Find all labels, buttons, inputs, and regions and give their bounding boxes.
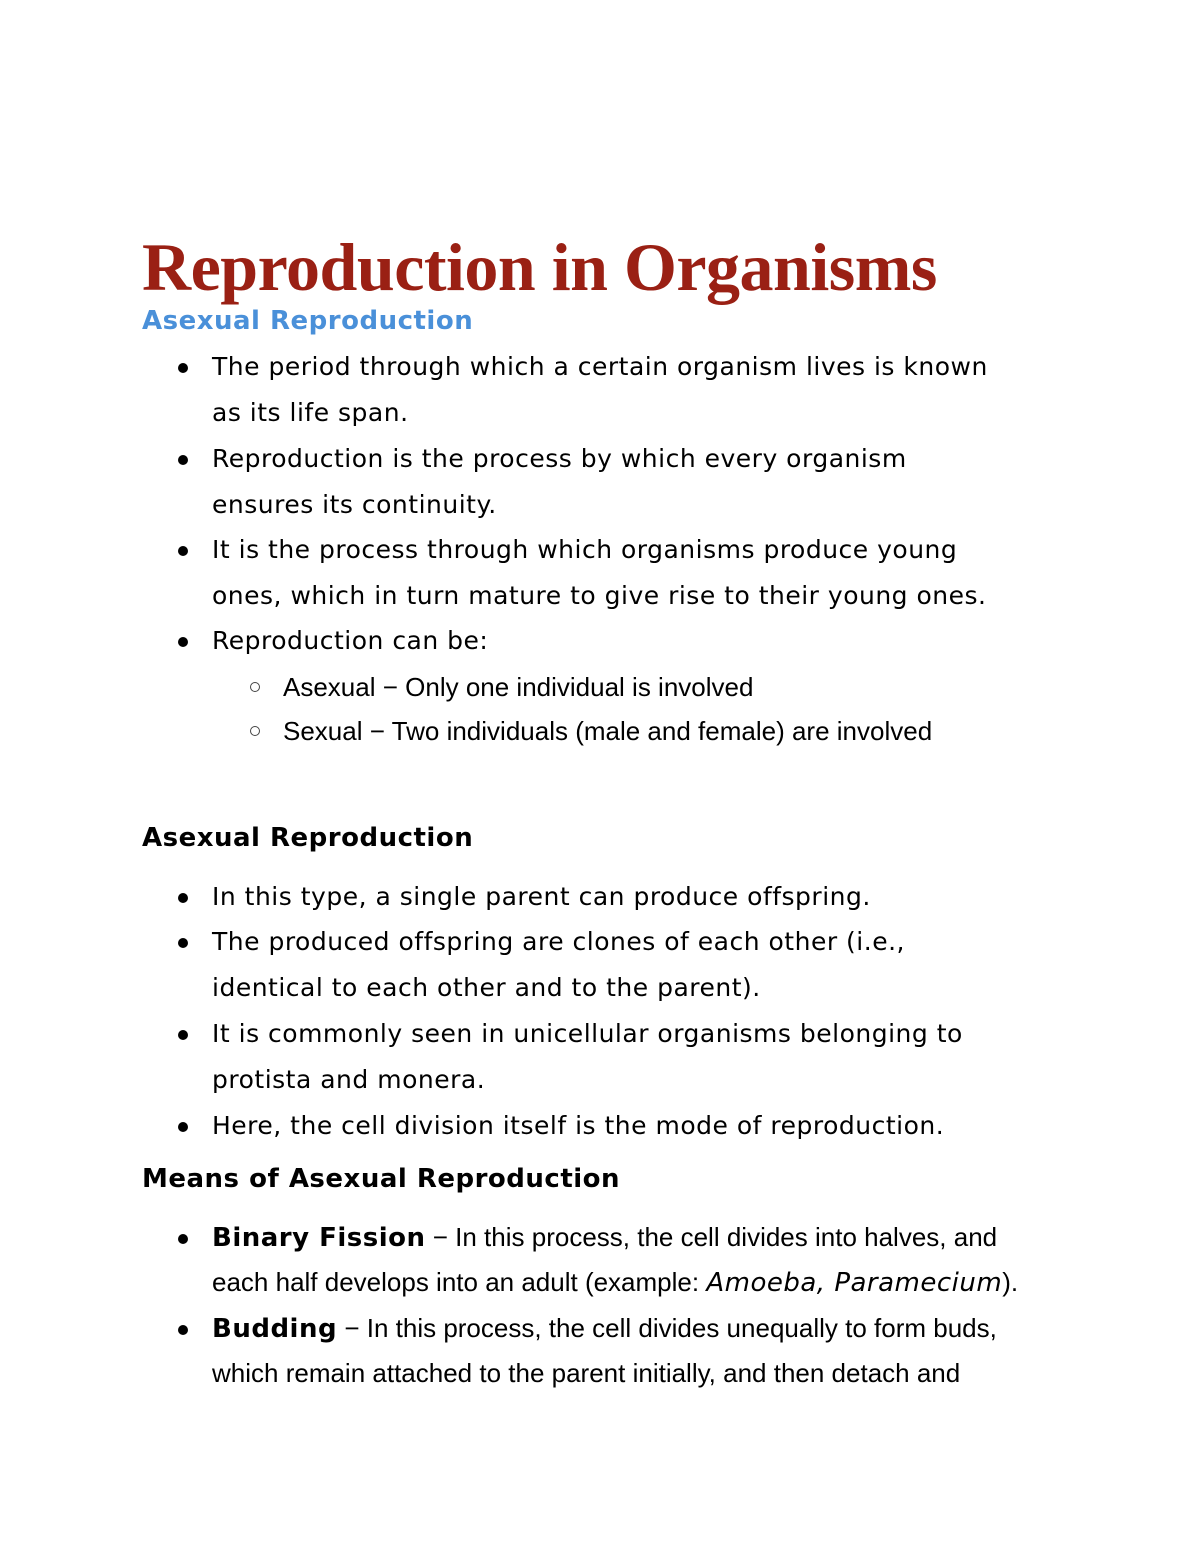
intro-b1-line1: The period through which a certain organism lives is known xyxy=(212,352,988,381)
asexual-b2-line1: The produced offspring are clones of each other (i.e., xyxy=(212,927,905,956)
example-separator: , xyxy=(816,1268,835,1298)
example-paramecium: Paramecium xyxy=(834,1268,1003,1298)
asexual-b3-line2: protista and monera. xyxy=(212,1065,486,1094)
bullet-icon xyxy=(178,938,188,948)
intro-sub1: Asexual − Only one individual is involved xyxy=(283,672,754,702)
asexual-b4-line1: Here, the cell division itself is the mode of reproduction. xyxy=(212,1111,945,1140)
heading-means-of-asexual-reproduction: Means of Asexual Reproduction xyxy=(142,1164,621,1194)
bullet-icon xyxy=(178,1325,188,1335)
budding-line1 xyxy=(212,1313,997,1344)
example-amoeba: Amoeba xyxy=(706,1268,817,1298)
binary-fission-text: − In this process, the cell divides into halves, and xyxy=(425,1222,998,1252)
bullet-icon xyxy=(178,893,188,903)
intro-b4-line1: Reproduction can be: xyxy=(212,626,489,655)
subtitle-asexual-reproduction: Asexual Reproduction xyxy=(142,306,474,336)
asexual-b2-line2: identical to each other and to the parent). xyxy=(212,973,761,1002)
binary-fission-line1 xyxy=(212,1222,997,1253)
budding-line2: which remain attached to the parent initially, and then detach and xyxy=(212,1358,961,1388)
budding-text: − In this process, the cell divides unequally to form buds, xyxy=(337,1313,997,1343)
hollow-bullet-icon xyxy=(250,726,260,736)
intro-sub2: Sexual − Two individuals (male and female) are involved xyxy=(283,716,933,746)
intro-b3-line1: It is the process through which organisms produce young xyxy=(212,535,958,564)
binary-fission-example-lead: each half develops into an adult (example: xyxy=(212,1267,707,1297)
intro-b3-line2: ones, which in turn mature to give rise to their young ones. xyxy=(212,581,987,610)
page-title: Reproduction in Organisms xyxy=(142,229,937,305)
binary-fission-line2 xyxy=(212,1267,1018,1298)
intro-b1-line2: as its life span. xyxy=(212,398,409,427)
bullet-icon xyxy=(178,363,188,373)
example-close: ). xyxy=(1002,1267,1019,1297)
bullet-icon xyxy=(178,637,188,647)
bullet-icon xyxy=(178,1234,188,1244)
bullet-icon xyxy=(178,1122,188,1132)
binary-fission-term: Binary Fission xyxy=(212,1223,426,1253)
asexual-b1-line1: In this type, a single parent can produce offspring. xyxy=(212,882,871,911)
bullet-icon xyxy=(178,455,188,465)
asexual-b3-line1: It is commonly seen in unicellular organisms belonging to xyxy=(212,1019,963,1048)
bullet-icon xyxy=(178,546,188,556)
intro-b2-line1: Reproduction is the process by which every organism xyxy=(212,444,907,473)
budding-term: Budding xyxy=(212,1314,338,1344)
hollow-bullet-icon xyxy=(250,682,260,692)
bullet-icon xyxy=(178,1030,188,1040)
heading-asexual-reproduction: Asexual Reproduction xyxy=(142,823,474,853)
intro-b2-line2: ensures its continuity. xyxy=(212,490,497,519)
